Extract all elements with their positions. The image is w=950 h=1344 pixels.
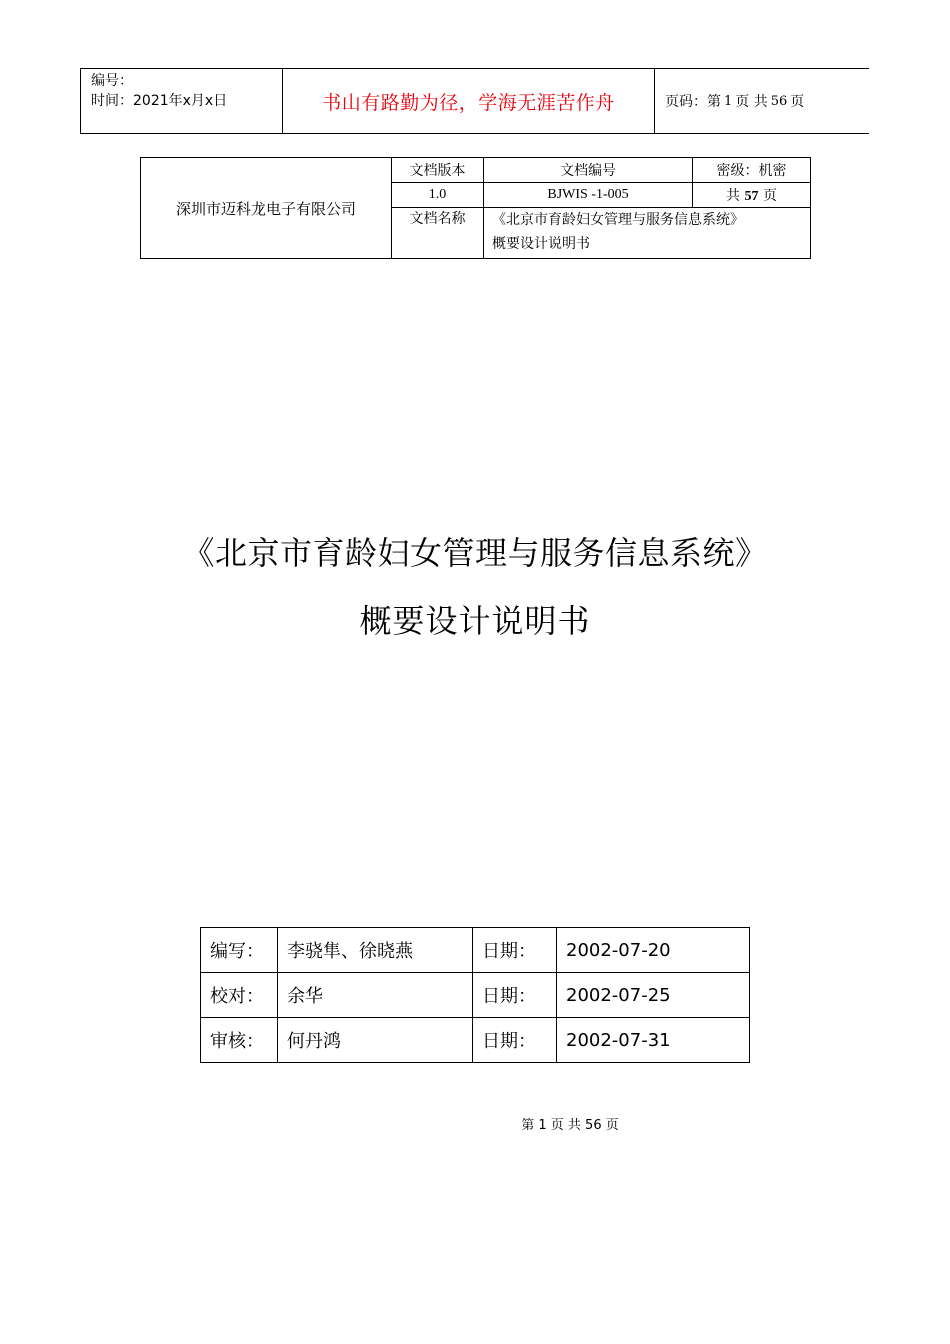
- page-suffix: 页: [790, 94, 805, 110]
- document-number-label: 编号：: [91, 73, 133, 89]
- page-current: 1: [724, 93, 733, 109]
- code-value: BJWIS -1-005: [484, 183, 693, 208]
- page-count-cell: [693, 183, 811, 208]
- version-label: 文档版本: [392, 158, 484, 183]
- author-row: [201, 928, 750, 973]
- date-label: 日期：: [473, 973, 557, 1018]
- person-name: 何丹鸿: [278, 1018, 473, 1063]
- document-name-line1: 《北京市育龄妇女管理与服务信息系统》: [492, 212, 744, 228]
- header-meta: [81, 69, 283, 133]
- role-label: 校对：: [201, 973, 278, 1018]
- footer-page-number: 第 1 页 共 56 页: [521, 1118, 619, 1133]
- role-label: 审核：: [201, 1018, 278, 1063]
- code-label: 文档编号: [484, 158, 693, 183]
- date-value: 2002-07-31: [557, 1018, 750, 1063]
- date-value: 2002-07-25: [557, 973, 750, 1018]
- page-header: [80, 68, 869, 134]
- name-label: 文档名称: [392, 208, 484, 259]
- page-count-prefix: 共: [726, 188, 741, 204]
- page-count-value: 57: [744, 189, 759, 204]
- header-page-counter: [655, 69, 869, 133]
- header-motto: 书山有路勤为径，学海无涯苦作舟: [283, 69, 655, 133]
- author-row: [201, 1018, 750, 1063]
- info-row-1: [141, 158, 811, 183]
- version-value: 1.0: [392, 183, 484, 208]
- page-count-suffix: 页: [762, 188, 777, 204]
- company-name: 深圳市迈科龙电子有限公司: [141, 158, 392, 259]
- document-name-line2: 概要设计说明书: [492, 236, 590, 252]
- role-label: 编写：: [201, 928, 278, 973]
- date-label: 日期：: [473, 1018, 557, 1063]
- page-total: 56: [770, 93, 788, 109]
- document-title: [0, 525, 950, 649]
- page-mid: 页 共: [735, 94, 768, 110]
- document-name: [484, 208, 811, 259]
- title-line1: 《北京市育龄妇女管理与服务信息系统》: [182, 534, 768, 572]
- page-footer: [0, 1114, 950, 1133]
- page-prefix: 页码：第: [665, 94, 721, 110]
- author-table: [200, 927, 750, 1063]
- person-name: 余华: [278, 973, 473, 1018]
- title-line2: 概要设计说明书: [359, 602, 591, 640]
- date-label: 日期：: [473, 928, 557, 973]
- document-info-table: [140, 157, 811, 259]
- author-row: [201, 973, 750, 1018]
- person-name: 李骁隼、徐晓燕: [278, 928, 473, 973]
- date-value: 2002-07-20: [557, 928, 750, 973]
- document-time-label: 时间：2021年x月x日: [91, 93, 228, 109]
- secrecy-level: 密级：机密: [693, 158, 811, 183]
